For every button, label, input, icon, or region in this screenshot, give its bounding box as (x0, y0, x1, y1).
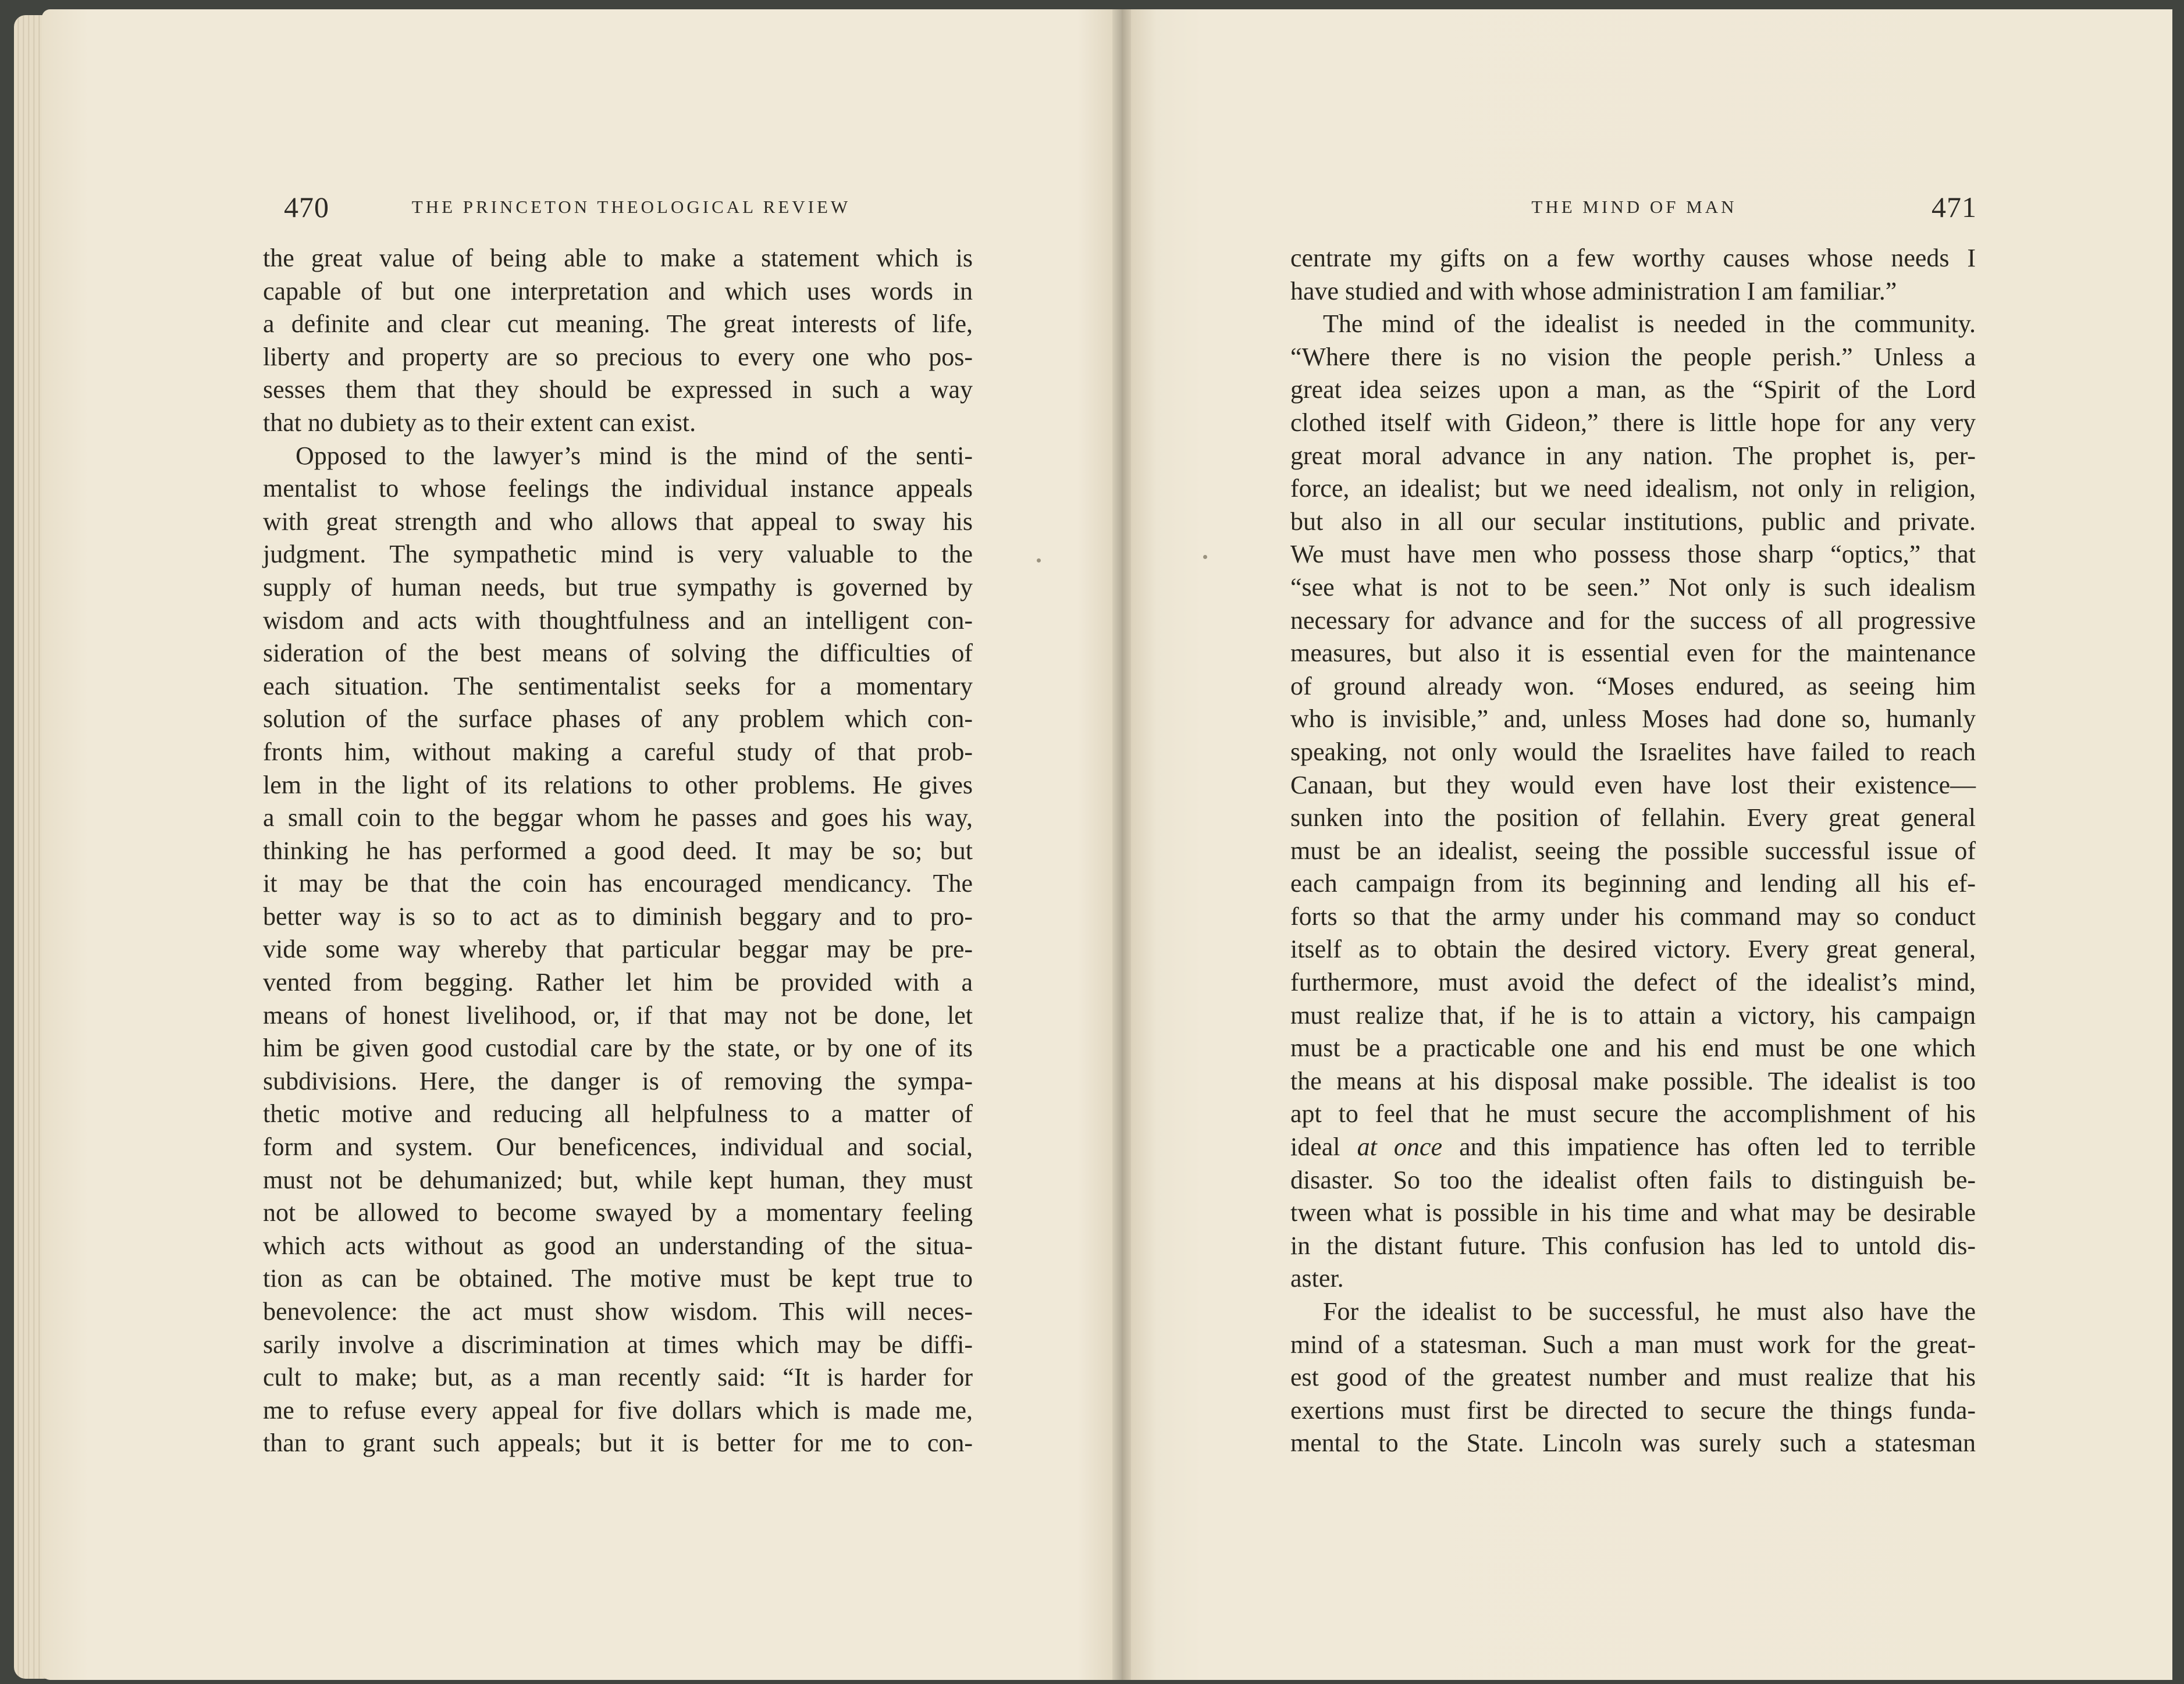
text-line: sesses them that they should be expressed in such a way (263, 375, 973, 404)
italic-phrase: at once (1357, 1133, 1442, 1162)
text-line (1290, 1131, 1976, 1164)
open-book (7, 9, 2172, 1680)
text-line: but also in all our secular institutions, public and private. (1290, 507, 1976, 536)
text-line: the means at his disposal make possible. The idealist is too (1290, 1066, 1976, 1095)
text-line: must be a practicable one and his end must be one which (1290, 1034, 1976, 1063)
text-line: wisdom and acts with thoughtfulness and an intelligent con- (263, 606, 973, 635)
right-body-text (1290, 242, 1976, 1460)
text-line: a definite and clear cut meaning. The great interests of life, (263, 309, 973, 339)
text-run: ideal (1290, 1133, 1357, 1162)
text-line: vented from begging. Rather let him be provided with a (263, 968, 973, 997)
left-body-text (263, 242, 973, 1460)
text-line: great idea seizes upon a man, as the “Spirit of the Lord (1290, 375, 1976, 404)
text-line: must not be dehumanized; but, while kept human, they must (263, 1165, 973, 1194)
text-line: fronts him, without making a careful study of that prob- (263, 737, 973, 766)
text-run: and this impatience has often led to terrible (1442, 1133, 1976, 1162)
text-line: have studied and with whose administration I am familiar.” (1290, 276, 1897, 305)
text-line: est good of the greatest number and must realize that his (1290, 1363, 1976, 1392)
right-running-head (1302, 190, 1977, 225)
text-line: of ground already won. “Moses endured, as seeing him (1290, 671, 1976, 700)
text-line: must realize that, if he is to attain a victory, his campaign (1290, 1001, 1976, 1030)
text-line: apt to feel that he must secure the accomplishment of his (1290, 1099, 1976, 1128)
text-line: mentalist to whose feelings the individual instance appeals (263, 474, 973, 503)
text-line: means of honest livelihood, or, if that may not be done, let (263, 1001, 973, 1030)
text-line: the great value of being able to make a statement which is (263, 244, 973, 272)
text-line: not be allowed to become swayed by a momentary feeling (263, 1198, 973, 1227)
text-line: itself as to obtain the desired victory. Every great general, (1290, 935, 1976, 964)
text-line: better way is so to act as to diminish beggary and to pro- (263, 902, 973, 931)
text-line: furthermore, must avoid the defect of the idealist’s mind, (1290, 968, 1976, 997)
text-line: forts so that the army under his command may so conduct (1290, 902, 1976, 931)
text-line: “Where there is no vision the people perish.” Unless a (1290, 342, 1976, 371)
text-line: than to grant such appeals; but it is better for me to con- (263, 1429, 973, 1458)
text-line: Canaan, but they would even have lost their existence— (1290, 770, 1976, 799)
text-line: each campaign from its beginning and lending all his ef- (1290, 869, 1976, 898)
text-line: me to refuse every appeal for five dollars which is made me, (263, 1395, 973, 1425)
text-line: “see what is not to be seen.” Not only is such idealism (1290, 572, 1976, 601)
page-number: 470 (284, 191, 329, 223)
text-line: each situation. The sentimentalist seeks for a momentary (263, 671, 973, 700)
text-line: judgment. The sympathetic mind is very valuable to the (263, 540, 973, 569)
paper-speck (1203, 555, 1207, 559)
journal-title: THE PRINCETON THEOLOGICAL REVIEW (411, 197, 851, 217)
text-line: measures, but also it is essential even for the maintenance (1290, 639, 1976, 668)
text-line: force, an idealist; but we need idealism, not only in religion, (1290, 474, 1976, 503)
paper-speck (1037, 558, 1041, 562)
text-line: clothed itself with Gideon,” there is little hope for any very (1290, 408, 1976, 437)
text-line: exertions must first be directed to secure the things funda- (1290, 1395, 1976, 1425)
text-line: mental to the State. Lincoln was surely such a statesman (1290, 1429, 1976, 1458)
text-line: thinking he has performed a good deed. It may be so; but (263, 836, 973, 865)
text-line: For the idealist to be successful, he must also have the (1323, 1297, 1976, 1326)
text-line: The mind of the idealist is needed in the community. (1323, 309, 1976, 339)
left-running-head (284, 190, 968, 225)
book-gutter (1112, 9, 1131, 1680)
text-line: must be an idealist, seeing the possible successful issue of (1290, 836, 1976, 865)
text-line: vide some way whereby that particular beggar may be pre- (263, 935, 973, 964)
text-line: Opposed to the lawyer’s mind is the mind of the senti- (296, 441, 973, 470)
text-line: necessary for advance and for the success of all progressive (1290, 606, 1976, 635)
text-line: sarily involve a discrimination at times which may be diffi- (263, 1330, 973, 1359)
text-line: benevolence: the act must show wisdom. This will neces- (263, 1297, 973, 1326)
text-line: solution of the surface phases of any problem which con- (263, 704, 973, 734)
text-line: thetic motive and reducing all helpfulness to a matter of (263, 1099, 973, 1128)
text-line: tween what is possible in his time and what may be desirable (1290, 1198, 1976, 1227)
text-line: mind of a statesman. Such a man must work for the great- (1290, 1330, 1976, 1359)
text-line: capable of but one interpretation and which uses words in (263, 276, 973, 305)
left-page (42, 9, 1122, 1680)
text-line: sideration of the best means of solving the difficulties of (263, 639, 973, 668)
article-title: THE MIND OF MAN (1531, 197, 1737, 217)
text-line: form and system. Our beneficences, individual and social, (263, 1133, 973, 1162)
text-line: sunken into the position of fellahin. Every great general (1290, 803, 1976, 832)
text-line: with great strength and who allows that appeal to sway his (263, 507, 973, 536)
text-line: centrate my gifts on a few worthy causes whose needs I (1290, 244, 1976, 272)
text-line: him be given good custodial care by the state, or by one of its (263, 1034, 973, 1063)
text-line: disaster. So too the idealist often fails to distinguish be- (1290, 1165, 1976, 1194)
text-line: tion as can be obtained. The motive must be kept true to (263, 1264, 973, 1293)
text-line: supply of human needs, but true sympathy is governed by (263, 572, 973, 601)
text-line: who is invisible,” and, unless Moses had done so, humanly (1290, 704, 1976, 734)
text-line: speaking, not only would the Israelites have failed to reach (1290, 737, 1976, 766)
text-line: cult to make; but, as a man recently said: “It is harder for (263, 1363, 973, 1392)
page-number: 471 (1931, 191, 1977, 223)
text-line: which acts without as good an understanding of the situa- (263, 1231, 973, 1260)
text-line: lem in the light of its relations to other problems. He gives (263, 770, 973, 799)
text-line: a small coin to the beggar whom he passes and goes his way, (263, 803, 973, 832)
text-line: that no dubiety as to their extent can exist. (263, 408, 696, 437)
text-line: it may be that the coin has encouraged mendicancy. The (263, 869, 973, 898)
text-line: liberty and property are so precious to every one who pos- (263, 342, 973, 371)
right-page (1122, 9, 2172, 1680)
text-line: subdivisions. Here, the danger is of removing the sympa- (263, 1066, 973, 1095)
text-line: in the distant future. This confusion has led to untold dis- (1290, 1231, 1976, 1260)
text-line: We must have men who possess those sharp “optics,” that (1290, 540, 1976, 569)
text-line: great moral advance in any nation. The prophet is, per- (1290, 441, 1976, 470)
text-line: aster. (1290, 1264, 1344, 1293)
